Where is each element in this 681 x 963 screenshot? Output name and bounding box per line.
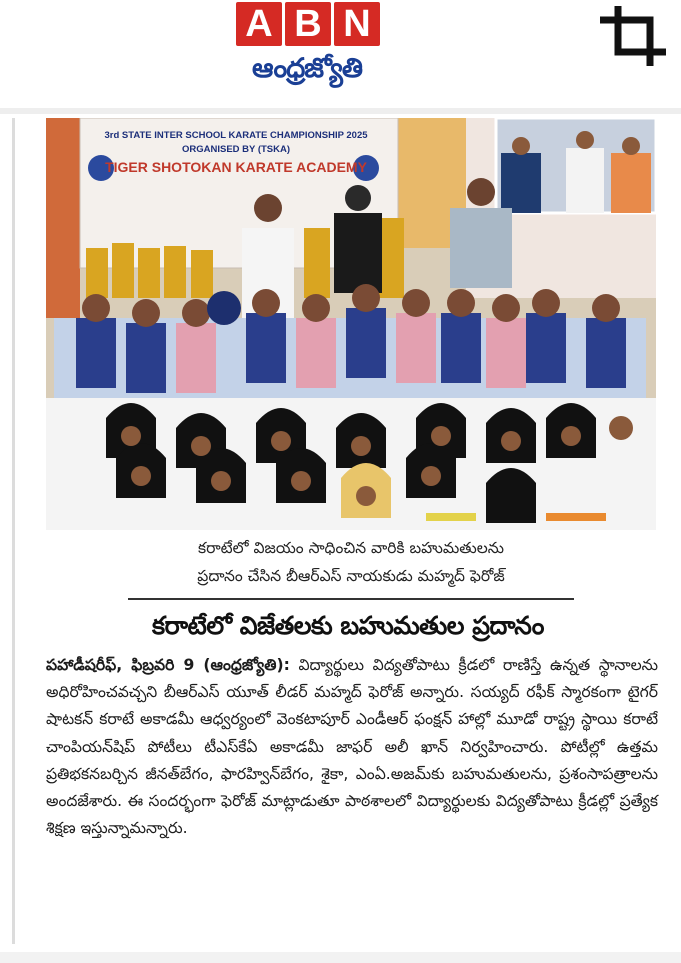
- column-rule: [12, 118, 15, 944]
- logo-letter-b: B: [285, 2, 331, 46]
- logo-letter-a: A: [236, 2, 282, 46]
- bottom-strip: [0, 952, 681, 963]
- article-body: [46, 652, 658, 842]
- crop-icon: [600, 6, 666, 66]
- caption-underline: [128, 598, 574, 600]
- masthead: [0, 0, 681, 108]
- photo-caption: [46, 534, 656, 590]
- caption-line-1: కరాటేలో విజయం సాధించిన వారికి బహుమతులను: [198, 539, 504, 557]
- caption-line-2: ప్రదానం చేసిన బీఆర్ఎస్ నాయకుడు మహ్మద్ ఫెరోజ్: [197, 567, 505, 585]
- header-divider: [0, 108, 681, 114]
- news-photo: [46, 118, 656, 530]
- banner-line-2: ORGANISED BY (TSKA): [181, 144, 291, 155]
- article-body-text: విద్యార్థులు విద్యతోపాటు క్రీడలో రాణిస్తే ఉన్నత స్థానాలను అధిరోహించవచ్చని బీఆర్ఎస్ యూత్ లీడర్ మహ్మద్ ఫెరోజ్ అన్నారు. సయ్యద్ రఫీక్ స్మారకంగా టైగర్ షాటకన్ కరాటే అకాడమీ ఆధ్వర్యంలో వెంకటాపూర్ ఎండీఆర్ ఫంక్షన్ హాల్లో మూడో రాష్ట్ర స్థాయి కరాటే చాంపియన్‌షిప్ పోటీలు టీఎస్‌కేఏ అకాడమీ జాఫర్ అలీ ఖాన్ నిర్వహించారు. పోటీల్లో ఉత్తమ ప్రతిభకనబర్చిన జీనత్‌బేగం, ఫారహ్విన్‌బేగం, శైకా, ఎంఏ.అజమ్‌కు బహుమతులను, ప్రశంసాపత్రాలను అందజేశారు. ఈ సందర్భంగా ఫెరోజ్ మాట్లాడుతూ పాఠశాలలో విద్యార్థులకు విద్యతోపాటు క్రీడల్లో ప్రత్యేక శిక్షణ ఇస్తున్నామన్నారు.: [46, 656, 658, 838]
- abn-logo: [236, 2, 380, 46]
- photo-illustration: [46, 118, 656, 530]
- logo-letter-n: N: [334, 2, 380, 46]
- article-dateline: పహాడీషరీఫ్, ఫిబ్రవరి 9 (ఆంధ్రజ్యోతి):: [46, 656, 290, 674]
- banner-line-1: 3rd STATE INTER SCHOOL KARATE CHAMPIONSHIP 2025: [104, 130, 368, 141]
- brand-name-telugu: ఆంధ్రజ్యోతి: [251, 53, 363, 84]
- banner-line-3: TIGER SHOTOKAN KARATE ACADEMY: [105, 159, 367, 175]
- crop-button[interactable]: [600, 6, 666, 66]
- article-headline: కరాటేలో విజేతలకు బహుమతుల ప్రదానం: [152, 611, 544, 640]
